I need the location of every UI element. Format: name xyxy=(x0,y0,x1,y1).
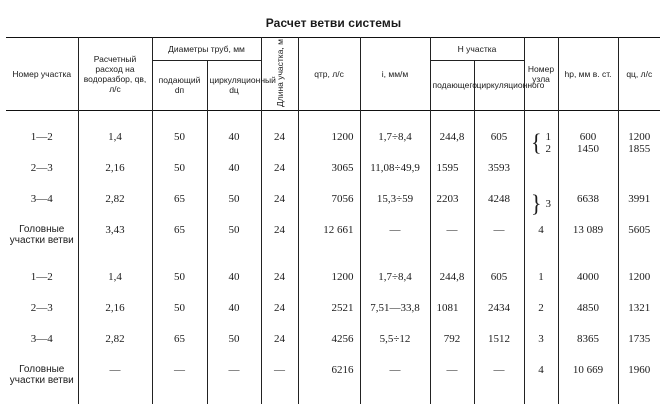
cell-d-circ: — xyxy=(207,360,261,404)
header-segment-no: Номер участка xyxy=(6,38,78,111)
cell-segment: Головные участки ветви xyxy=(6,220,78,267)
node-brace-group xyxy=(527,131,556,155)
cell-i: 1,7÷8,4 xyxy=(360,267,430,298)
cell-i: 15,3÷59 xyxy=(360,189,430,220)
header-H-group: H участка xyxy=(430,38,524,61)
cell-length: — xyxy=(261,360,298,404)
brace-close-icon: } xyxy=(531,192,542,216)
cell-flow: 2,16 xyxy=(78,298,152,329)
cell-node: 4 xyxy=(524,360,558,404)
cell-qc xyxy=(618,127,660,158)
cell-node xyxy=(524,127,558,158)
cell-H-circ: 2434 xyxy=(474,298,524,329)
cell-H-circ: 605 xyxy=(474,267,524,298)
cell-H-circ: — xyxy=(474,360,524,404)
cell-flow: 2,16 xyxy=(78,158,152,189)
cell-d-circ: 40 xyxy=(207,158,261,189)
cell-node-value: 1 xyxy=(546,131,552,143)
calculation-table xyxy=(6,37,660,404)
cell-d-circ: 40 xyxy=(207,267,261,298)
cell-segment: Головные участки ветви xyxy=(6,360,78,404)
cell-H-supply: — xyxy=(430,220,474,267)
cell-H-circ: 4248 xyxy=(474,189,524,220)
cell-length: 24 xyxy=(261,220,298,267)
cell-qtr: 6216 xyxy=(298,360,360,404)
cell-H-supply: 792 xyxy=(430,329,474,360)
cell-H-supply: — xyxy=(430,360,474,404)
cell-i: 7,51—33,8 xyxy=(360,298,430,329)
cell-qc: 1321 xyxy=(618,298,660,329)
cell-node xyxy=(524,158,558,189)
cell-H-supply: 2203 xyxy=(430,189,474,220)
cell-segment: 1—2 xyxy=(6,127,78,158)
cell-node-value: 3 xyxy=(546,198,552,210)
header-hr: hр, мм в. ст. xyxy=(558,38,618,111)
table-row xyxy=(6,360,660,404)
cell-length: 24 xyxy=(261,158,298,189)
cell-d-supply: — xyxy=(152,360,207,404)
table-row xyxy=(6,298,660,329)
cell-hr xyxy=(558,127,618,158)
cell-H-circ: 605 xyxy=(474,127,524,158)
header-length xyxy=(261,38,298,111)
header-diameters: Диаметры труб, мм xyxy=(152,38,261,61)
header-circ-diameter: циркуляционный dц xyxy=(207,60,261,110)
header-H-supply: подающего xyxy=(430,60,474,110)
cell-H-supply: 1595 xyxy=(430,158,474,189)
cell-node: 1 xyxy=(524,267,558,298)
cell-qc-value: 1855 xyxy=(628,143,650,155)
cell-qc: 1960 xyxy=(618,360,660,404)
cell-qtr: 2521 xyxy=(298,298,360,329)
cell-length: 24 xyxy=(261,189,298,220)
cell-H-supply: 244,8 xyxy=(430,127,474,158)
cell-qc: 1200 xyxy=(618,267,660,298)
cell-hr: 8365 xyxy=(558,329,618,360)
cell-hr: 6638 xyxy=(558,189,618,220)
table-row xyxy=(6,267,660,298)
cell-H-circ: 3593 xyxy=(474,158,524,189)
cell-d-circ: 40 xyxy=(207,127,261,158)
cell-d-supply: 65 xyxy=(152,189,207,220)
node-brace-group xyxy=(527,193,556,215)
header-flow: Расчетный расход на водоразбор, qв, л/с xyxy=(78,38,152,111)
cell-d-supply: 65 xyxy=(152,220,207,267)
cell-i: — xyxy=(360,360,430,404)
cell-H-circ: 1512 xyxy=(474,329,524,360)
cell-flow: 2,82 xyxy=(78,329,152,360)
cell-node-value: 2 xyxy=(546,143,552,155)
cell-d-supply: 65 xyxy=(152,329,207,360)
cell-hr: 4850 xyxy=(558,298,618,329)
cell-qtr: 7056 xyxy=(298,189,360,220)
cell-segment: 2—3 xyxy=(6,298,78,329)
cell-flow: 2,82 xyxy=(78,189,152,220)
cell-qc: 3991 xyxy=(618,189,660,220)
cell-segment: 2—3 xyxy=(6,158,78,189)
cell-d-supply: 50 xyxy=(152,298,207,329)
header-qc: qц, л/с xyxy=(618,38,660,111)
brace-icon: { xyxy=(531,131,542,155)
table-title: Расчет ветви системы xyxy=(0,16,667,30)
cell-qtr: 4256 xyxy=(298,329,360,360)
cell-d-circ: 50 xyxy=(207,189,261,220)
cell-hr-value: 1450 xyxy=(577,143,599,155)
cell-d-supply: 50 xyxy=(152,267,207,298)
cell-hr: 4000 xyxy=(558,267,618,298)
cell-node xyxy=(524,189,558,220)
cell-d-supply: 50 xyxy=(152,127,207,158)
cell-H-supply: 1081 xyxy=(430,298,474,329)
cell-i: 1,7÷8,4 xyxy=(360,127,430,158)
cell-length: 24 xyxy=(261,127,298,158)
header-H-circ: циркуляционного xyxy=(474,60,524,110)
cell-hr-value: 600 xyxy=(580,131,597,143)
header-i: i, мм/м xyxy=(360,38,430,111)
cell-qc: 1735 xyxy=(618,329,660,360)
cell-segment: 3—4 xyxy=(6,329,78,360)
cell-segment: 3—4 xyxy=(6,189,78,220)
cell-length: 24 xyxy=(261,298,298,329)
cell-qc xyxy=(618,158,660,189)
cell-flow: — xyxy=(78,360,152,404)
cell-flow: 3,43 xyxy=(78,220,152,267)
cell-flow: 1,4 xyxy=(78,127,152,158)
cell-qc-value: 1200 xyxy=(628,131,650,143)
cell-hr xyxy=(558,158,618,189)
table-row xyxy=(6,329,660,360)
cell-node: 3 xyxy=(524,329,558,360)
table-row xyxy=(6,158,660,189)
table-row xyxy=(6,220,660,267)
header-length-label: Длина участка, м xyxy=(275,39,285,107)
cell-node: 4 xyxy=(524,220,558,267)
cell-length: 24 xyxy=(261,329,298,360)
cell-qtr: 12 661 xyxy=(298,220,360,267)
cell-i: — xyxy=(360,220,430,267)
cell-qtr: 1200 xyxy=(298,127,360,158)
table-body xyxy=(6,111,660,404)
cell-qtr: 3065 xyxy=(298,158,360,189)
cell-node: 2 xyxy=(524,298,558,329)
cell-i: 11,08÷49,9 xyxy=(360,158,430,189)
header-supply-diameter: подающий dп xyxy=(152,60,207,110)
cell-segment: 1—2 xyxy=(6,267,78,298)
header-node-no: Номер узла xyxy=(524,38,558,111)
table-row xyxy=(6,189,660,220)
cell-d-circ: 50 xyxy=(207,329,261,360)
cell-qc: 5605 xyxy=(618,220,660,267)
cell-hr: 10 669 xyxy=(558,360,618,404)
cell-d-supply: 50 xyxy=(152,158,207,189)
table-header xyxy=(6,38,660,111)
cell-flow: 1,4 xyxy=(78,267,152,298)
cell-hr: 13 089 xyxy=(558,220,618,267)
cell-qtr: 1200 xyxy=(298,267,360,298)
cell-length: 24 xyxy=(261,267,298,298)
header-qtr: qтр, л/с xyxy=(298,38,360,111)
cell-H-circ: — xyxy=(474,220,524,267)
cell-d-circ: 50 xyxy=(207,220,261,267)
cell-H-supply: 244,8 xyxy=(430,267,474,298)
cell-d-circ: 40 xyxy=(207,298,261,329)
cell-i: 5,5÷12 xyxy=(360,329,430,360)
table-row xyxy=(6,127,660,158)
